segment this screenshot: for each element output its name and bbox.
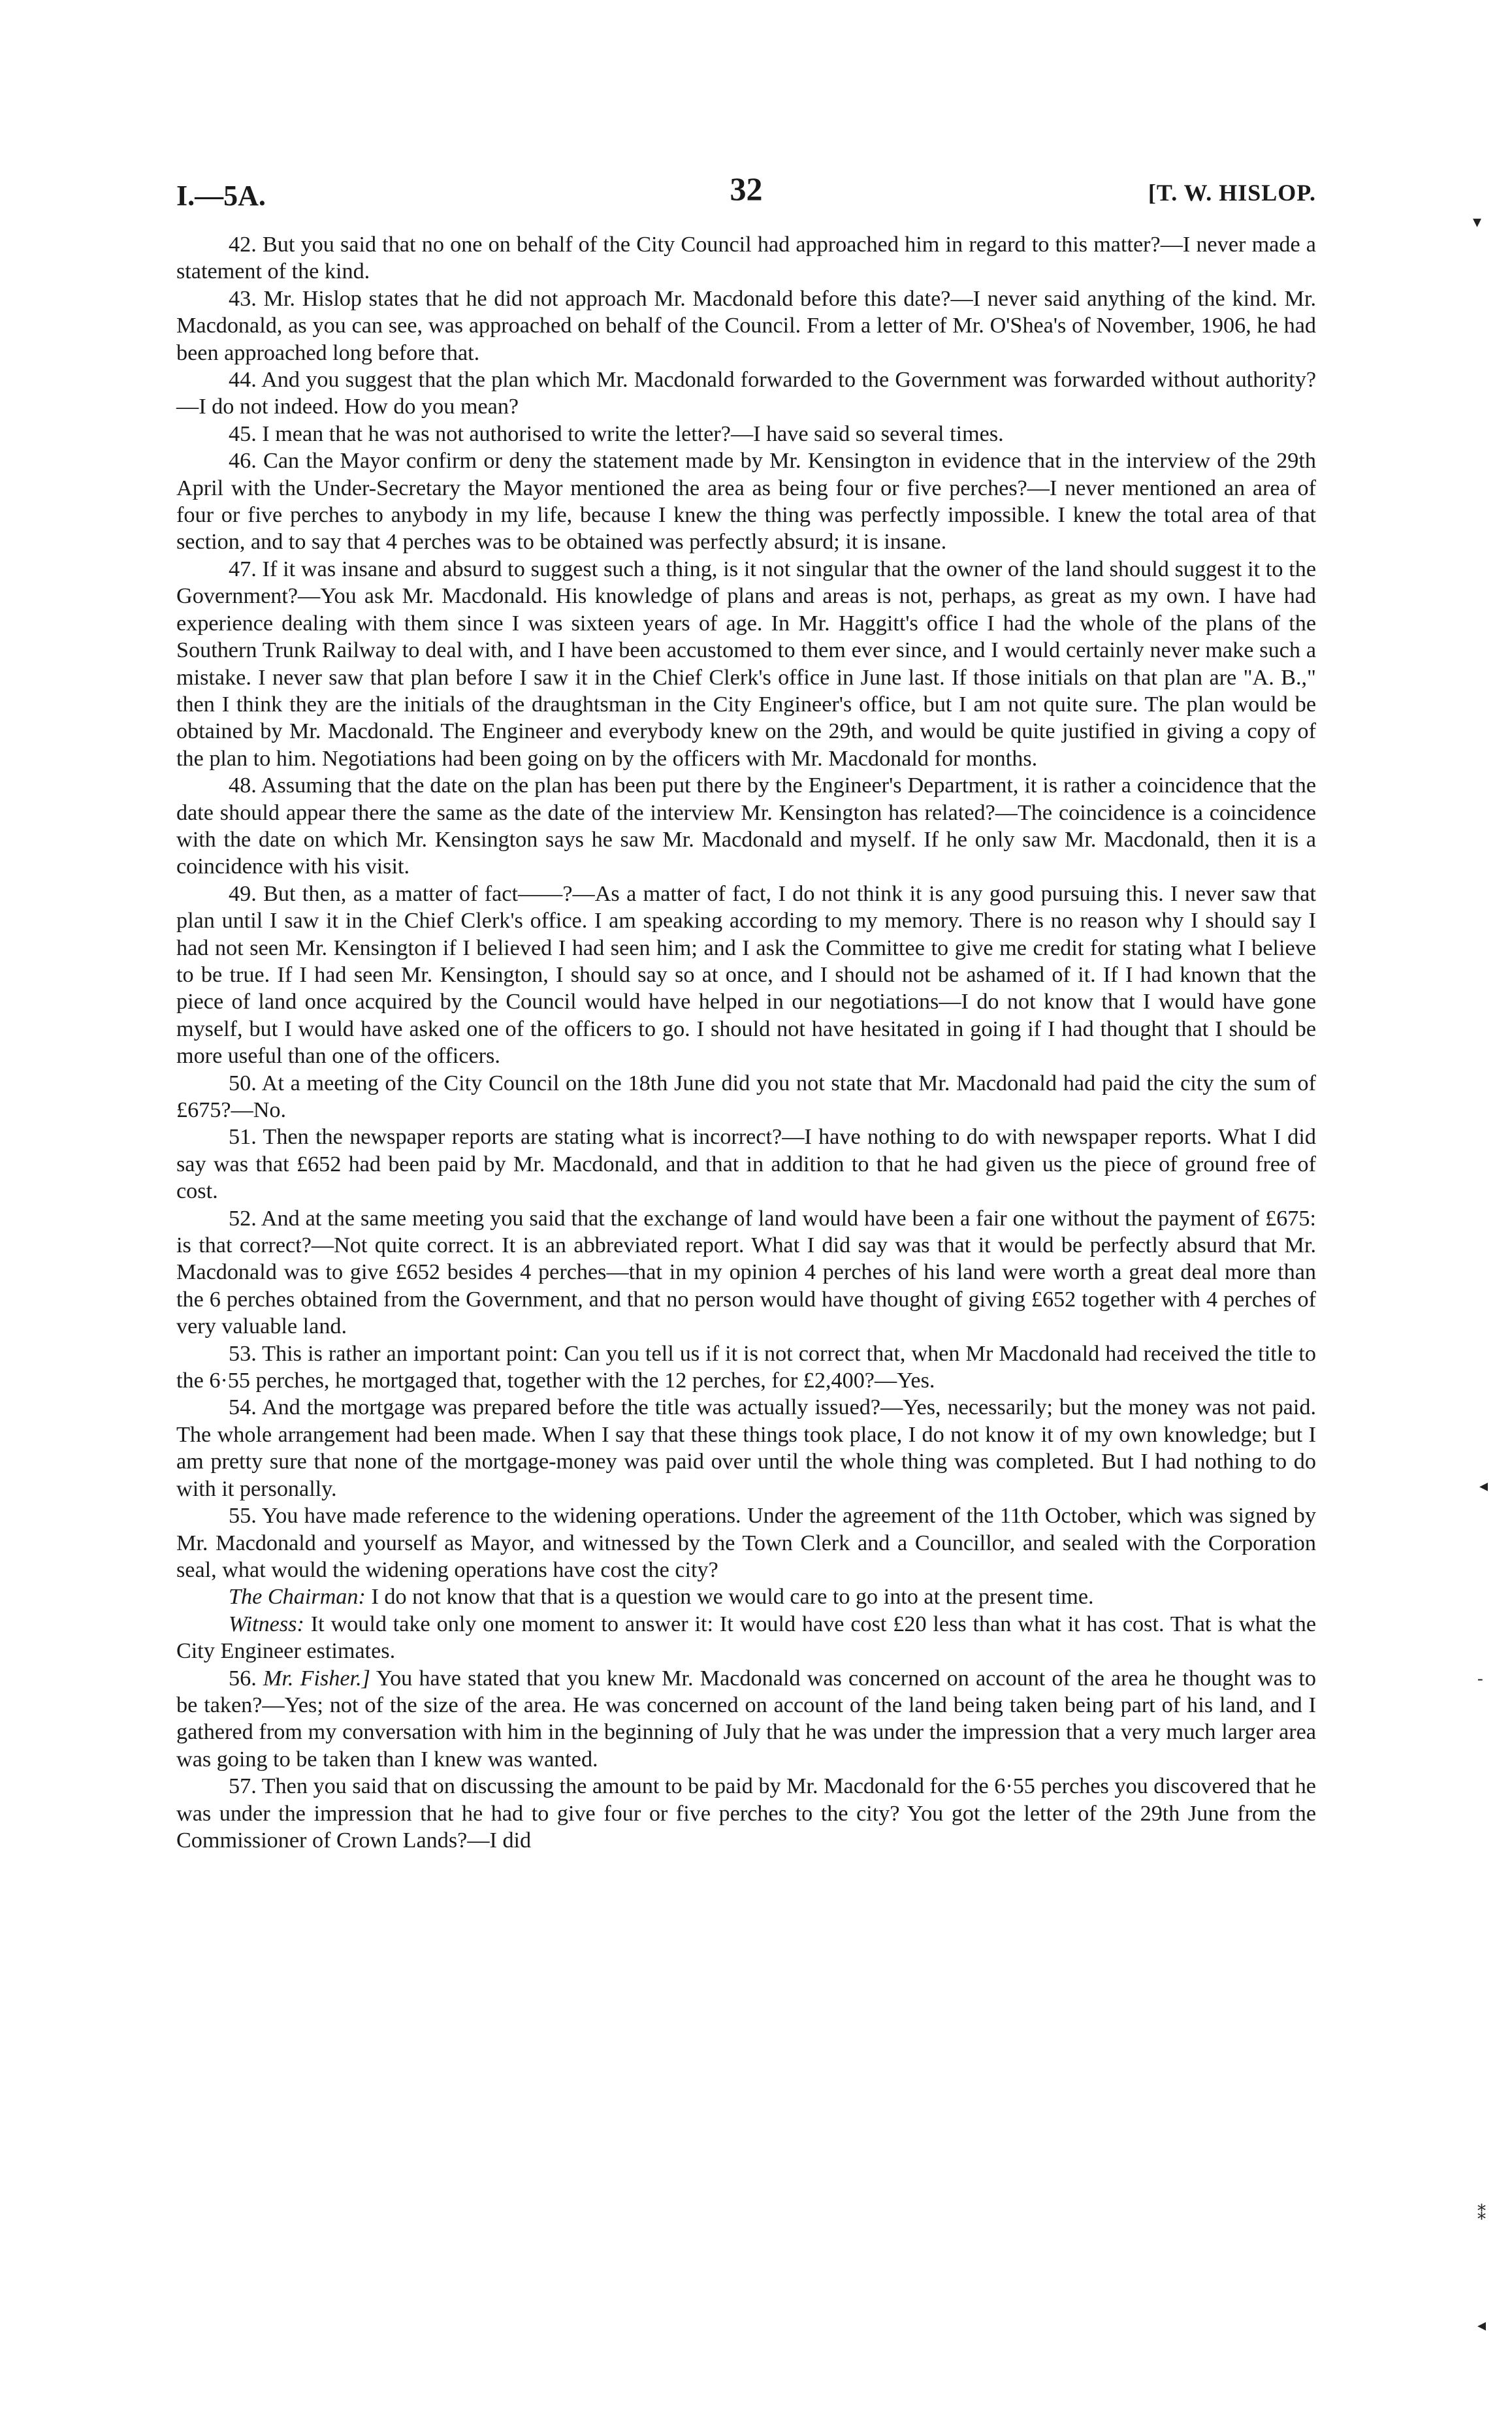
question-46: 46. Can the Mayor confirm or deny the statement made by Mr. Kensington in evidence that in the interview of the 29th April with the Under-Secretary the Mayor mentioned the area as being four or five perches?—I never mentioned an area of four or five perches to anybody in my life, because I knew the thing was perfectly impossible. I knew the total area of that section, and to say that 4 perches was to be obtained was perfectly absurd; it is insane. [176, 449, 1316, 555]
question-45: 45. I mean that he was not authorised to write the letter?—I have said so several times. [229, 421, 1004, 446]
question-48: 48. Assuming that the date on the plan has been put there by the Engineer's Department, it is rather a coincidence that the date should appear there the same as the date of the interview Mr. Kensington has related?—The coincidence is a coincidence with the date on which Mr. Kensington says he saw Mr. Macdonald and myself. If he only saw Mr. Macdonald, then it is a coincidence with his visit. [176, 773, 1316, 879]
witness-name: [T. W. HISLOP. [1148, 180, 1316, 206]
margin-mark: ◂ [1479, 1476, 1488, 1495]
chairman-remark [176, 1583, 1316, 1610]
paper-reference: I.—5A. [176, 180, 266, 212]
question-57: 57. Then you said that on discussing the amount to be paid by Mr. Macdonald for the 6·55 perches you discovered that he was under the impression that he had to give four or five perches to the city? You got the letter of the 29th June from the Commissioner of Crown Lands?—I did [176, 1774, 1316, 1853]
question-text: You have stated that you knew Mr. Macdonald was concerned on account of the area he thought was to be taken?—Yes; not of the size of the area. He was concerned on account of the land being taken being part of his land, and I gathered from my conversation with him in the beginning of July that he was under the impression that a very much larger area was going to be taken than I knew was wanted. [176, 1666, 1317, 1772]
speaker-label: The Chairman: [229, 1585, 366, 1610]
question-42: 42. But you said that no one on behalf of the City Council had approached him in regard to this matter?—I never made a statement of the kind. [176, 233, 1316, 284]
remark-text: I do not know that that is a question we would care to go into at the present time. [365, 1585, 1094, 1610]
question-49: 49. But then, as a matter of fact——?—As a matter of fact, I do not think it is any good pursuing this. I never saw that plan until I saw it in the Chief Clerk's office. I am speaking according to my memory. There is no reason why I should say I had not seen Mr. Kensington if I believed I had seen him; and I ask the Committee to give me credit for stating what I believe to be true. If I had seen Mr. Kensington, I should say so at once, and I should not be ashamed of it. If I had known that the piece of land once acquired by the Council would have helped in our negotiations—I do not know that I would have gone myself, but I would have asked one of the officers to go. I should not have hesitated in going if I had thought that I should be more useful than one of the officers. [176, 881, 1316, 1069]
question-55: 55. You have made reference to the widening operations. Under the agreement of the 11th October, which was signed by Mr. Macdonald and yourself as Mayor, and witnessed by the Town Clerk and a Councillor, and sealed with the Corporation seal, what would the widening operations have cost the city? [176, 1504, 1316, 1582]
document-page [176, 170, 1316, 1854]
remark-text: It would take only one moment to answer it: It would have cost £20 less than what it has cost. That is what the City Engineer estimates. [176, 1612, 1316, 1664]
page-number: 32 [730, 170, 763, 207]
page-header [176, 170, 1316, 229]
margin-mark: ◂ [1477, 2316, 1487, 2335]
question-54: 54. And the mortgage was prepared before the title was actually issued?—Yes, necessarily; but the money was not paid. The whole arrangement had been made. When I say that these things took place, I do not know it of my own knowledge; but I am pretty sure that none of the mortgage-money was paid over until the whole thing was completed. But I had nothing to do with it personally. [176, 1395, 1316, 1501]
speaker-label: Mr. Fisher.] [263, 1666, 370, 1691]
margin-mark: ⁑ [1477, 2205, 1486, 2224]
question-number: 56. [229, 1666, 263, 1691]
question-50: 50. At a meeting of the City Council on the 18th June did you not state that Mr. Macdonald had paid the city the sum of £675?—No. [176, 1071, 1316, 1122]
evidence-text [176, 231, 1316, 1854]
witness-remark [176, 1611, 1316, 1665]
question-52: 52. And at the same meeting you said that the exchange of land would have been a fair one without the payment of £675: is that correct?—Not quite correct. It is an abbreviated report. What I did say was that it would be perfectly absurd that Mr. Macdonald was to give £652 besides 4 perches—that in my opinion 4 perches of his land were worth a great deal more than the 6 perches obtained from the Government, and that no person would have thought of giving £652 together with 4 perches of very valuable land. [176, 1206, 1316, 1339]
question-44: 44. And you suggest that the plan which Mr. Macdonald forwarded to the Government was forwarded without authority?—I do not indeed. How do you mean? [176, 368, 1316, 419]
question-47: 47. If it was insane and absurd to suggest such a thing, is it not singular that the owner of the land should suggest it to the Government?—You ask Mr. Macdonald. His knowledge of plans and areas is not, perhaps, as great as my own. I have had experience dealing with them since I was sixteen years of age. In Mr. Haggitt's office I had the whole of the plans of the Southern Trunk Railway to deal with, and I have been accustomed to them ever since, and I would certainly never make such a mistake. I never saw that plan before I saw it in the Chief Clerk's office in June last. If those initials on that plan are "A. B.," then I think they are the initials of the draughtsman in the City Engineer's office, but I am not quite sure. The plan would be obtained by Mr. Macdonald. The Engineer and everybody knew on the 29th, and would be quite justified in giving a copy of the plan to him. Negotiations had been going on by the officers with Mr. Macdonald for months. [176, 557, 1316, 771]
margin-mark: ▾ [1473, 212, 1482, 231]
question-51: 51. Then the newspaper reports are stating what is incorrect?—I have nothing to do with newspaper reports. What I did say was that £652 had been paid by Mr. Macdonald, and that in addition to that he had given us the piece of ground free of cost. [176, 1125, 1316, 1204]
question-43: 43. Mr. Hislop states that he did not approach Mr. Macdonald before this date?—I never said anything of the kind. Mr. Macdonald, as you can see, was approached on behalf of the Council. From a letter of Mr. O'Shea's of November, 1906, he had been approached long before that. [176, 286, 1316, 365]
question-56 [176, 1665, 1316, 1774]
margin-mark: - [1477, 1669, 1483, 1688]
question-53: 53. This is rather an important point: Can you tell us if it is not correct that, when Mr Macdonald had received the title to the 6·55 perches, he mortgaged that, together with the 12 perches, for £2,400?—Yes. [176, 1341, 1316, 1393]
speaker-label: Witness: [229, 1612, 304, 1636]
